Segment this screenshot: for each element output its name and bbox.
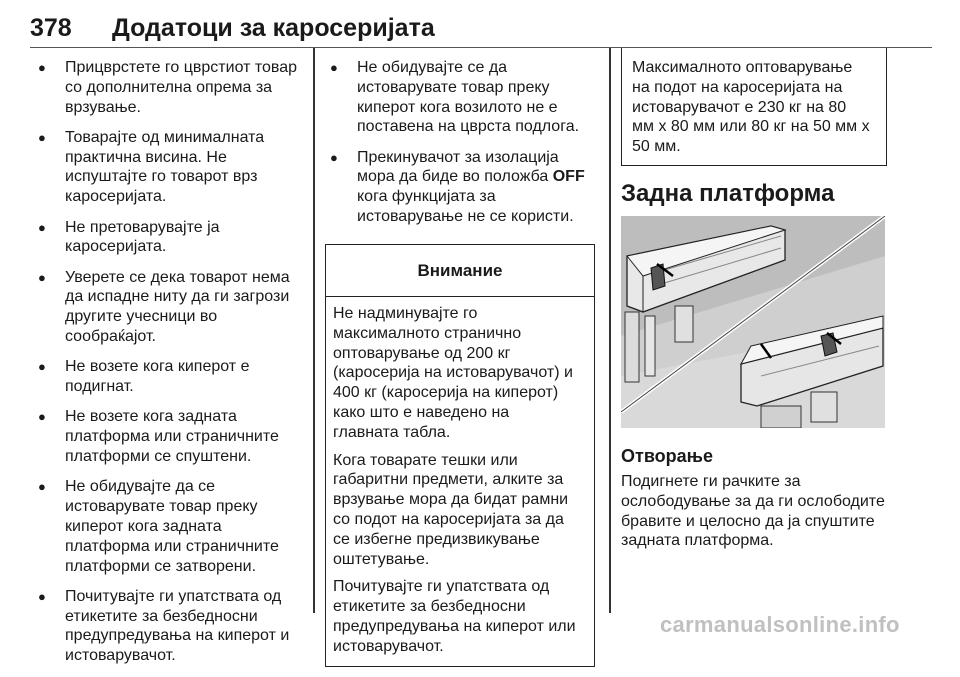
text-line: Подигнете ги рачките за xyxy=(621,473,801,490)
text-line: истоварувачот. xyxy=(333,637,444,655)
list-item xyxy=(33,268,303,347)
list-item xyxy=(33,357,303,397)
text-line: оптоварување од 200 кг xyxy=(333,344,511,362)
text-line: Прекинувачот за изолација xyxy=(357,148,559,166)
watermark: carmanualsonline.info xyxy=(660,612,900,637)
text-line: Не возете кога задната xyxy=(65,408,237,426)
text-line: мора да биде во положба xyxy=(357,168,553,186)
text-line: да испадне ниту да ги загрози xyxy=(65,288,290,306)
note-box xyxy=(621,48,887,166)
text-line: каросеријата. xyxy=(65,238,167,256)
text-line: платформа или страничните xyxy=(65,537,279,555)
text-line: габаритни предмети, алките за xyxy=(333,471,564,489)
bullet-text xyxy=(65,129,264,205)
warning-paragraph xyxy=(333,577,587,656)
bullet-dot: ● xyxy=(38,60,46,75)
list-item xyxy=(325,148,595,227)
bullet-text xyxy=(357,59,579,135)
column-divider-1 xyxy=(313,48,315,613)
note-text xyxy=(622,48,886,165)
bullet-text xyxy=(65,408,279,465)
text-line: поставена на цврста подлога. xyxy=(357,118,580,136)
tailgate-illustration xyxy=(621,216,885,428)
text-line: предупредувања на киперот или xyxy=(333,617,576,635)
text-line: со подот на каросеријата за да xyxy=(333,510,564,528)
bullet-dot: ● xyxy=(38,129,46,145)
text-line: етикетите за безбедносни xyxy=(333,598,526,616)
text-line: Почитувајте ги упатствата од xyxy=(333,578,550,596)
text-line: подигнат. xyxy=(65,378,134,396)
text-line: каросеријата. xyxy=(65,188,167,206)
text-line: бравите и целосно да ја спуштите xyxy=(621,512,875,530)
text-line: платформи се затворени. xyxy=(65,557,257,575)
text-line: главната табла. xyxy=(333,423,451,441)
text-line: на подот на каросеријата на xyxy=(632,78,843,96)
text-line: задната платформа. xyxy=(621,532,774,550)
bullet-text xyxy=(65,358,249,395)
list-item xyxy=(33,218,303,258)
bullet-dot: ● xyxy=(38,588,46,604)
warning-paragraph xyxy=(333,304,587,443)
text-line: ослободување за да ги ослободите xyxy=(621,492,885,510)
text-line: врзување. xyxy=(65,98,141,116)
text-line: Товарајте од минималната xyxy=(65,128,265,146)
section-title: Задна платформа xyxy=(621,180,835,207)
text-line: Почитувајте ги упатствата од xyxy=(65,587,282,605)
off-position-label: OFF xyxy=(552,168,585,186)
text-line: (каросерија на истоварувачот) и xyxy=(333,364,573,382)
bullet-text xyxy=(65,478,279,574)
text-line: платформа или страничните xyxy=(65,428,279,446)
text-line: Не возете кога киперот е xyxy=(65,358,250,376)
body-text xyxy=(621,472,889,551)
column-2 xyxy=(325,58,595,237)
list-item xyxy=(33,58,303,117)
warning-body xyxy=(326,297,594,666)
page-header xyxy=(30,14,932,44)
text-line: киперот кога задната xyxy=(65,517,222,535)
list-item xyxy=(325,58,595,137)
bullet-dot: ● xyxy=(38,409,46,425)
text-line: Не обидувајте да се xyxy=(65,478,216,496)
text-line: врзување мора да бидат рамни xyxy=(333,491,569,509)
text-line: истоварувате товар преку xyxy=(357,78,550,96)
page-number: 378 xyxy=(30,14,72,42)
text-line: предупредувања на киперот и xyxy=(65,627,290,645)
column-divider-2 xyxy=(609,48,611,613)
bullet-text xyxy=(65,269,290,345)
list-item xyxy=(33,128,303,207)
list-item xyxy=(33,587,303,666)
bullet-dot: ● xyxy=(330,60,338,75)
text-line: мм х 80 мм или 80 кг на 50 мм х xyxy=(632,118,870,136)
text-line: Прицврстете го цврстиот товар xyxy=(65,59,298,76)
running-title: Додатоци за каросеријата xyxy=(112,14,435,42)
warning-heading: Внимание xyxy=(326,245,594,297)
text-line: етикетите за безбедносни xyxy=(65,607,258,625)
text-line: оштетување. xyxy=(333,550,430,568)
text-line: истоварување не се користи. xyxy=(357,208,574,226)
bullet-text xyxy=(357,149,585,225)
text-line: Кога товарате тешки или xyxy=(333,451,518,469)
text-line: истоварувачот е 230 кг на 80 xyxy=(632,98,847,116)
text-line: Максималното оптоварување xyxy=(632,59,853,76)
text-line: како што е наведено на xyxy=(333,403,510,421)
text-line: киперот кога возилото не е xyxy=(357,98,558,116)
text-line: Не надминувајте го xyxy=(333,305,478,322)
bullet-dot: ● xyxy=(38,479,46,495)
text-line: се избегне предизвикување xyxy=(333,530,540,548)
bullet-text xyxy=(65,219,220,256)
bullet-dot: ● xyxy=(330,149,338,165)
text-line: кога функцијата за xyxy=(357,188,496,206)
text-line: Не претоварувајте ја xyxy=(65,218,220,236)
text-line: 50 мм. xyxy=(632,138,681,156)
bullet-dot: ● xyxy=(38,219,46,235)
text-line: платформи се спуштени. xyxy=(65,448,252,466)
subsection-title: Отворање xyxy=(621,446,713,466)
bullet-list-col2 xyxy=(325,58,595,227)
list-item xyxy=(33,407,303,466)
text-line: испуштајте го товарот врз xyxy=(65,168,258,186)
bullet-dot: ● xyxy=(38,359,46,375)
column-1 xyxy=(33,58,303,677)
text-line: сообраќајот. xyxy=(65,328,156,346)
text-line: Уверете се дека товарот нема xyxy=(65,268,290,286)
body-paragraph xyxy=(621,472,889,551)
tailgate-drawing xyxy=(621,216,885,428)
text-line: 400 кг (каросерија на киперот) xyxy=(333,384,559,402)
bullet-dot: ● xyxy=(38,269,46,285)
text-line: Не обидувајте се да xyxy=(357,59,508,76)
warning-paragraph xyxy=(333,451,587,570)
bullet-list-col1 xyxy=(33,58,303,666)
warning-box xyxy=(325,244,595,667)
text-line: практична висина. Не xyxy=(65,148,227,166)
text-line: максималното странично xyxy=(333,324,522,342)
text-line: истоварувате товар преку xyxy=(65,498,258,516)
bullet-text xyxy=(65,59,297,116)
list-item xyxy=(33,477,303,576)
text-line: со дополнителна опрема за xyxy=(65,78,273,96)
text-line: другите учесници во xyxy=(65,308,218,326)
bullet-text xyxy=(65,588,289,664)
text-line: истоварувачот. xyxy=(65,647,176,665)
